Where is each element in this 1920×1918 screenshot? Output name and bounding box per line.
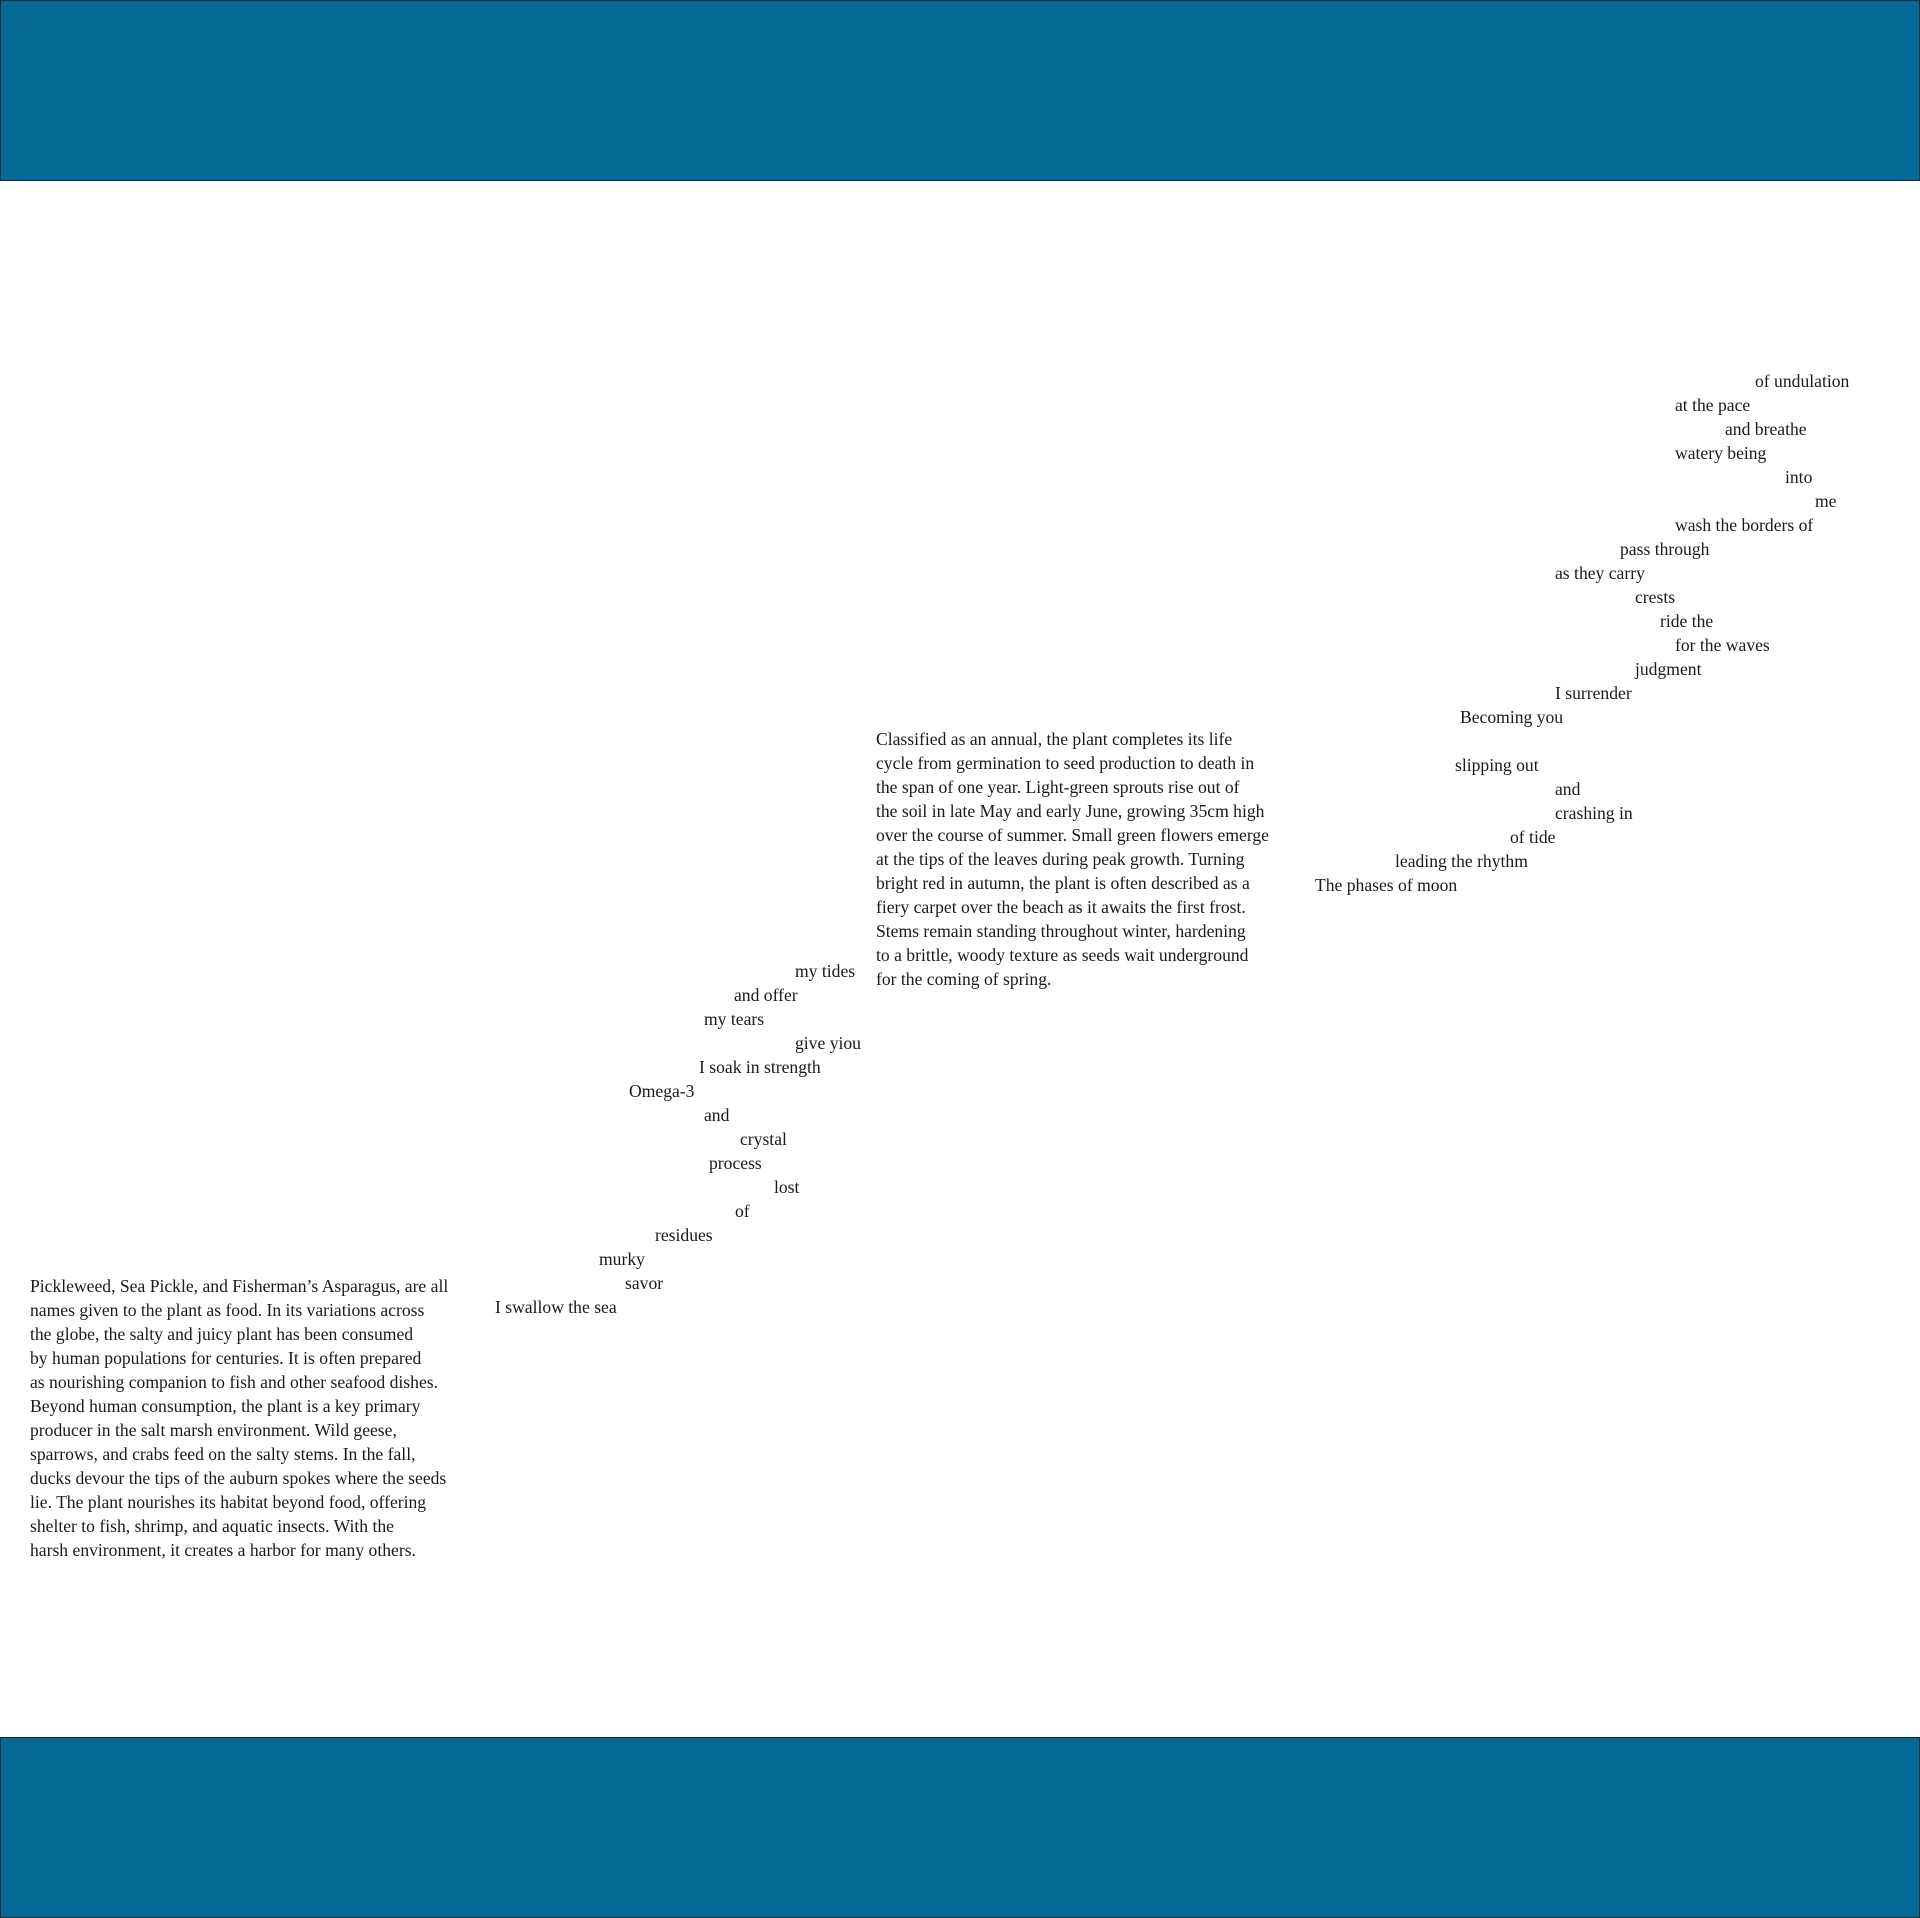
text-line: ducks devour the tips of the auburn spokes where the seeds <box>30 1468 447 1488</box>
text-line: as nourishing companion to fish and other seafood dishes. <box>30 1372 439 1392</box>
poem-line: as they carry <box>1555 563 1645 583</box>
poem-line: at the pace <box>1675 395 1751 415</box>
poem-line: give yiou <box>795 1033 861 1053</box>
paragraph-pickleweed-names <box>30 1274 448 1562</box>
poem-line: of undulation <box>1755 371 1850 391</box>
poem-line: and offer <box>734 985 798 1005</box>
text-line: names given to the plant as food. In its variations across <box>30 1300 425 1320</box>
poem-line: crystal <box>740 1129 787 1149</box>
poem-line: process <box>709 1153 762 1173</box>
poem-line: crests <box>1635 587 1676 607</box>
text-line: the span of one year. Light-green sprouts rise out of <box>876 777 1240 797</box>
text-line: cycle from germination to seed production to death in <box>876 753 1255 773</box>
text-line: for the coming of spring. <box>876 969 1052 989</box>
poem-line: me <box>1815 491 1837 511</box>
paragraph-annual-lifecycle <box>876 727 1269 991</box>
poem-line: lost <box>774 1177 800 1197</box>
text-line: Beyond human consumption, the plant is a key primary <box>30 1396 421 1416</box>
poem-line: and <box>704 1105 730 1125</box>
poem-line: I swallow the sea <box>495 1297 617 1317</box>
bottom-banner <box>0 1737 1920 1918</box>
poem-line: slipping out <box>1455 755 1539 775</box>
text-line: over the course of summer. Small green flowers emerge <box>876 825 1269 845</box>
text-line: the globe, the salty and juicy plant has been consumed <box>30 1324 414 1344</box>
text-line: Stems remain standing throughout winter, hardening <box>876 921 1246 941</box>
text-line: at the tips of the leaves during peak growth. Turning <box>876 849 1245 869</box>
poem-line: into <box>1785 467 1813 487</box>
poem-line: Omega-3 <box>629 1081 695 1101</box>
poem-line: of <box>735 1201 750 1221</box>
text-line: Pickleweed, Sea Pickle, and Fisherman’s Asparagus, are all <box>30 1276 449 1296</box>
text-line: sparrows, and crabs feed on the salty stems. In the fall, <box>30 1444 416 1464</box>
top-banner <box>0 0 1920 181</box>
poem-line: savor <box>625 1273 664 1293</box>
poem-line: judgment <box>1635 659 1702 679</box>
text-line: fiery carpet over the beach as it awaits the first frost. <box>876 897 1246 917</box>
poem-line: my tears <box>704 1009 765 1029</box>
text-line: to a brittle, woody texture as seeds wait underground <box>876 945 1249 965</box>
poem-line: The phases of moon <box>1315 875 1458 895</box>
text-line: lie. The plant nourishes its habitat beyond food, offering <box>30 1492 427 1512</box>
text-line: Classified as an annual, the plant completes its life <box>876 729 1233 749</box>
poem-line: and <box>1555 779 1581 799</box>
text-line: shelter to fish, shrimp, and aquatic insects. With the <box>30 1516 394 1536</box>
poem-line: ride the <box>1660 611 1714 631</box>
poem-line: my tides <box>795 961 856 981</box>
poem-line: pass through <box>1620 539 1710 559</box>
poem-line: I surrender <box>1555 683 1632 703</box>
poem-line: Becoming you <box>1460 707 1564 727</box>
poem-line: I soak in strength <box>699 1057 821 1077</box>
text-line: bright red in autumn, the plant is often described as a <box>876 873 1250 893</box>
poem-line: residues <box>655 1225 713 1245</box>
poem-line: wash the borders of <box>1675 515 1814 535</box>
text-line: the soil in late May and early June, growing 35cm high <box>876 801 1265 821</box>
text-line: by human populations for centuries. It is often prepared <box>30 1348 422 1368</box>
text-line: producer in the salt marsh environment. Wild geese, <box>30 1420 397 1440</box>
poem-line: of tide <box>1510 827 1556 847</box>
poem-line: watery being <box>1675 443 1767 463</box>
poem-line: murky <box>599 1249 645 1269</box>
text-line: harsh environment, it creates a harbor for many others. <box>30 1540 416 1560</box>
poem-line: leading the rhythm <box>1395 851 1528 871</box>
poem-line: for the waves <box>1675 635 1770 655</box>
poem-line: and breathe <box>1725 419 1807 439</box>
poem-line: crashing in <box>1555 803 1633 823</box>
